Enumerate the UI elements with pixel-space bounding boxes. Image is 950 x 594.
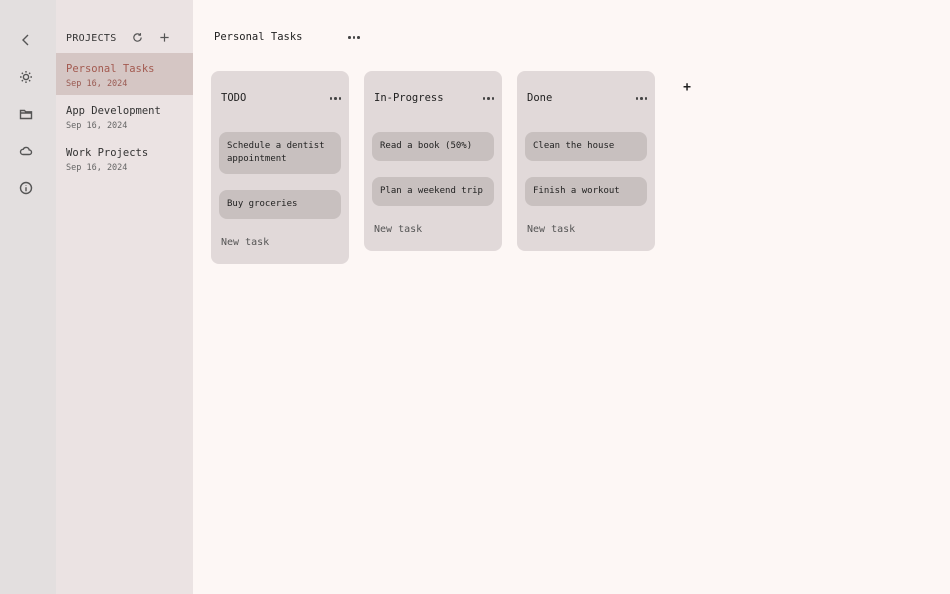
task-card[interactable]: Read a book (50%) xyxy=(372,132,494,161)
new-task-button[interactable]: New task xyxy=(527,224,576,235)
add-column-button[interactable]: + xyxy=(683,79,691,95)
column-todo xyxy=(211,71,349,264)
dot xyxy=(645,97,648,100)
new-task-button[interactable]: New task xyxy=(374,224,423,235)
task-card[interactable]: Finish a workout xyxy=(525,177,647,206)
back-icon xyxy=(19,33,33,47)
sync-button[interactable] xyxy=(14,139,38,163)
task-card[interactable]: Buy groceries xyxy=(219,190,341,219)
add-project-button[interactable] xyxy=(156,29,172,45)
dot xyxy=(487,97,490,100)
project-date: Sep 16, 2024 xyxy=(66,79,128,89)
dot xyxy=(339,97,342,100)
refresh-button[interactable] xyxy=(129,29,145,45)
icon-rail xyxy=(0,0,56,594)
column-menu-button[interactable] xyxy=(636,97,648,100)
dot xyxy=(640,97,643,100)
dot xyxy=(483,97,486,100)
sidebar-header xyxy=(66,30,186,46)
dot xyxy=(330,97,333,100)
column-in-progress xyxy=(364,71,502,251)
project-item-personal-tasks[interactable] xyxy=(56,53,193,95)
column-menu-button[interactable] xyxy=(483,97,495,100)
board-menu-button[interactable] xyxy=(348,36,360,39)
info-button[interactable] xyxy=(14,176,38,200)
dot xyxy=(492,97,495,100)
sidebar-title: PROJECTS xyxy=(66,32,117,44)
project-item-work-projects[interactable] xyxy=(56,137,193,179)
task-card[interactable]: Schedule a dentist appointment xyxy=(219,132,341,174)
column-title: In-Progress xyxy=(374,92,444,104)
back-button[interactable] xyxy=(14,28,38,52)
theme-button[interactable] xyxy=(14,65,38,89)
cloud-icon xyxy=(19,144,33,158)
column-title: Done xyxy=(527,92,553,104)
projects-button[interactable] xyxy=(14,102,38,126)
plus-icon xyxy=(159,32,170,43)
new-task-button[interactable]: New task xyxy=(221,237,270,248)
project-name: App Development xyxy=(66,105,161,117)
task-card[interactable]: Plan a weekend trip xyxy=(372,177,494,206)
dot xyxy=(636,97,639,100)
dot xyxy=(353,36,356,39)
info-icon xyxy=(19,181,33,195)
folder-icon xyxy=(19,107,33,121)
project-item-app-development[interactable] xyxy=(56,95,193,137)
column-title: TODO xyxy=(221,92,247,104)
projects-sidebar xyxy=(56,0,193,594)
column-done xyxy=(517,71,655,251)
refresh-icon xyxy=(132,32,143,43)
project-date: Sep 16, 2024 xyxy=(66,163,128,173)
column-menu-button[interactable] xyxy=(330,97,342,100)
dot xyxy=(348,36,351,39)
board-title: Personal Tasks xyxy=(214,31,303,43)
project-date: Sep 16, 2024 xyxy=(66,121,128,131)
sun-icon xyxy=(19,70,33,84)
dot xyxy=(357,36,360,39)
project-name: Work Projects xyxy=(66,147,149,159)
project-name: Personal Tasks xyxy=(66,63,155,75)
task-card[interactable]: Clean the house xyxy=(525,132,647,161)
dot xyxy=(334,97,337,100)
